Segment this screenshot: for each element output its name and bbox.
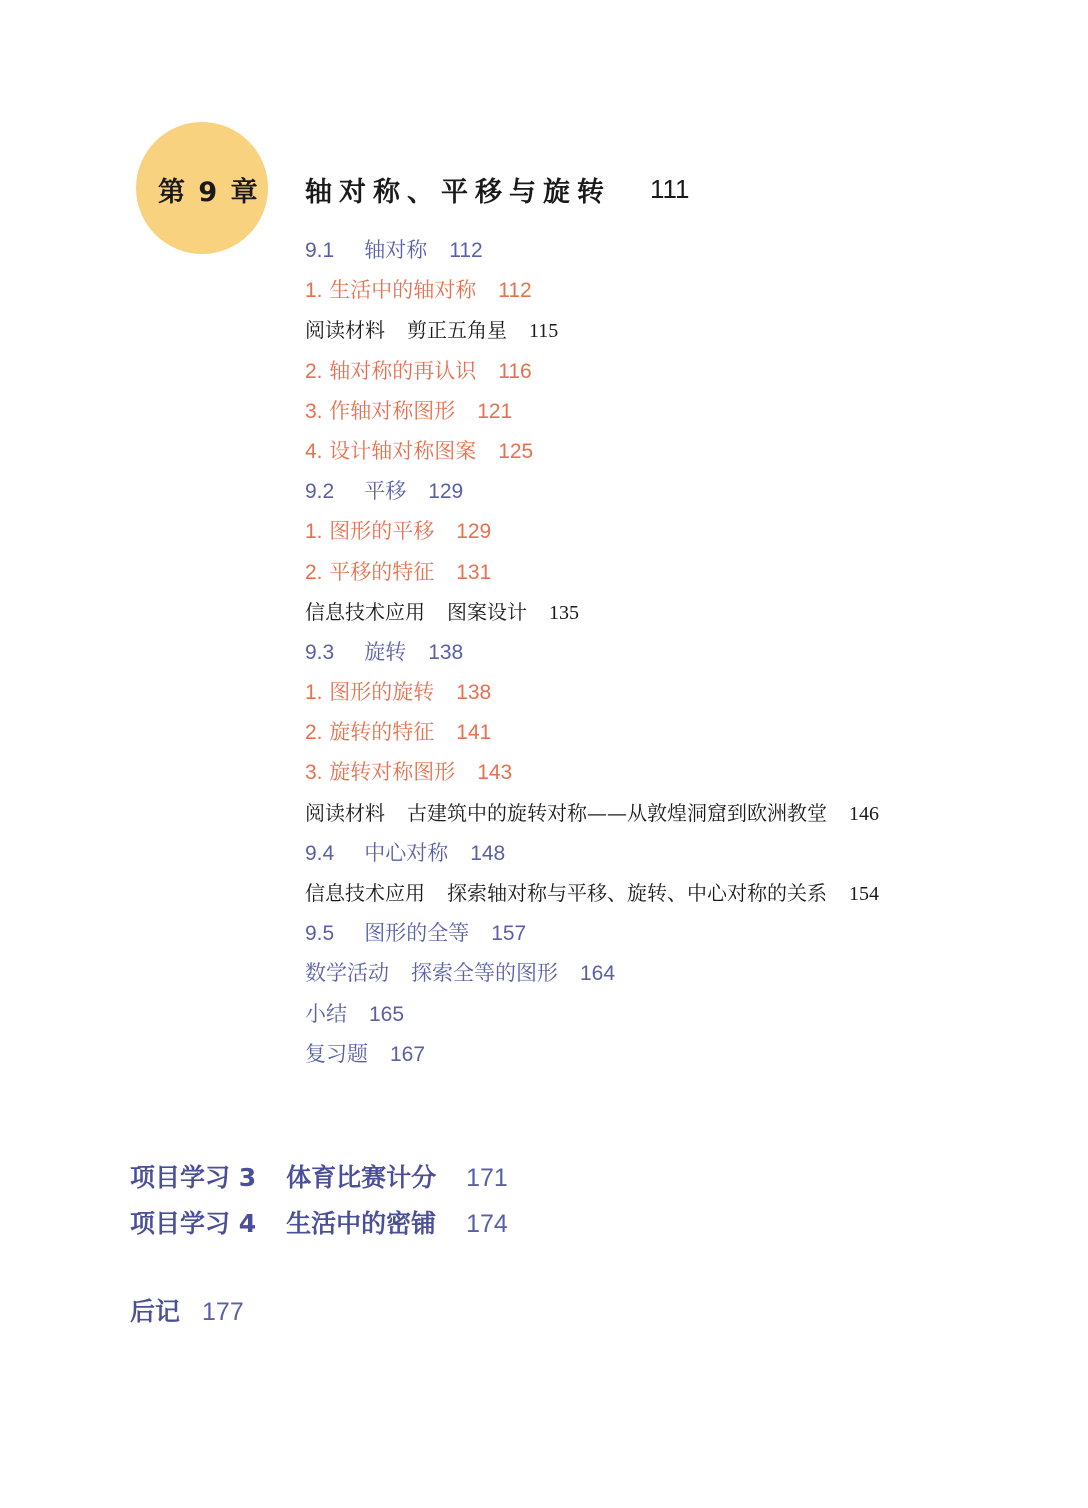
entry-page: 141 <box>456 721 492 745</box>
entry-number: 2. <box>305 359 323 383</box>
entry-title: 作轴对称图形 <box>329 398 456 423</box>
chapter-title[interactable]: 轴对称、平移与旋转 <box>305 177 611 208</box>
entry-page: 164 <box>580 962 616 986</box>
entry-number: 数学活动 <box>305 961 389 986</box>
toc-entry[interactable] <box>305 913 879 953</box>
entry-page: 129 <box>456 520 492 544</box>
entry-page: 146 <box>849 802 879 825</box>
entry-title: 图形的全等 <box>364 921 470 946</box>
entry-title: 平移 <box>364 479 407 504</box>
entry-page: 143 <box>477 761 513 785</box>
entry-number: 阅读材料 <box>305 318 385 343</box>
toc-entry[interactable] <box>305 431 879 471</box>
entry-page: 125 <box>498 439 534 463</box>
entry-page: 129 <box>428 480 464 504</box>
entry-title: 图形的旋转 <box>329 680 435 705</box>
entry-page: 112 <box>449 239 483 262</box>
entry-page: 131 <box>456 560 492 584</box>
chapter-label: 第 9 章 <box>158 177 260 208</box>
entry-title: 旋转的特征 <box>329 720 435 745</box>
entry-title: 探索轴对称与平移、旋转、中心对称的关系 <box>447 881 827 905</box>
entry-number: 4. <box>305 439 323 463</box>
table-of-contents <box>305 230 879 1074</box>
entry-title: 剪正五角星 <box>407 318 507 343</box>
entry-title: 探索全等的图形 <box>411 961 558 986</box>
toc-entry[interactable] <box>305 471 879 511</box>
entry-title: 旋转 <box>364 639 407 664</box>
entry-number: 复习题 <box>305 1041 368 1066</box>
toc-entry[interactable] <box>305 873 879 913</box>
toc-entry[interactable] <box>305 511 879 551</box>
project-label: 项目学习 3 <box>130 1163 257 1192</box>
toc-entry[interactable] <box>305 230 879 270</box>
entry-title: 图形的平移 <box>329 519 435 544</box>
toc-entry[interactable] <box>305 752 879 792</box>
toc-entry[interactable] <box>305 592 879 632</box>
entry-number: 9.3 <box>305 640 335 664</box>
project-page: 171 <box>466 1164 508 1192</box>
toc-entry[interactable] <box>305 552 879 592</box>
entry-page: 165 <box>369 1002 405 1026</box>
entry-title: 古建筑中的旋转对称——从敦煌洞窟到欧洲教堂 <box>407 800 827 825</box>
afterword-entry[interactable] <box>130 1292 244 1328</box>
entry-number: 阅读材料 <box>305 800 385 825</box>
toc-entry[interactable] <box>305 953 879 993</box>
afterword-label: 后记 <box>130 1297 181 1326</box>
project-page: 174 <box>466 1210 508 1238</box>
entry-page: 157 <box>491 922 527 946</box>
entry-page: 138 <box>428 640 464 664</box>
toc-entry[interactable] <box>305 270 879 310</box>
entry-page: 112 <box>498 279 532 303</box>
entry-number: 9.5 <box>305 922 335 946</box>
entry-number: 2. <box>305 721 323 745</box>
entry-page: 115 <box>529 320 559 343</box>
entry-title: 图案设计 <box>447 599 527 624</box>
toc-entry[interactable] <box>305 833 879 873</box>
entry-title: 平移的特征 <box>329 559 435 584</box>
entry-number: 2. <box>305 560 323 584</box>
entry-page: 138 <box>456 681 492 705</box>
entry-title: 生活中的轴对称 <box>329 278 477 303</box>
entry-number: 3. <box>305 399 323 423</box>
project-title: 体育比赛计分 <box>286 1163 437 1192</box>
entry-title: 轴对称的再认识 <box>329 358 477 383</box>
project-label: 项目学习 4 <box>130 1209 257 1238</box>
entry-page: 135 <box>549 601 579 624</box>
entry-number: 小结 <box>305 1001 347 1026</box>
toc-entry[interactable] <box>305 310 879 350</box>
toc-entry[interactable] <box>305 672 879 712</box>
entry-number: 9.1 <box>305 239 335 262</box>
entry-title: 旋转对称图形 <box>329 760 456 785</box>
entry-number: 1. <box>305 279 323 303</box>
entry-number: 信息技术应用 <box>305 599 425 624</box>
entry-number: 3. <box>305 761 323 785</box>
entry-number: 9.4 <box>305 841 335 865</box>
entry-number: 1. <box>305 681 323 705</box>
toc-entry[interactable] <box>305 712 879 752</box>
chapter-page-number: 111 <box>650 174 690 204</box>
toc-entry[interactable] <box>305 793 879 833</box>
entry-page: 154 <box>849 883 879 905</box>
entry-number: 1. <box>305 520 323 544</box>
entry-page: 167 <box>390 1042 426 1066</box>
entry-page: 121 <box>477 399 513 423</box>
entry-title: 设计轴对称图案 <box>329 438 477 463</box>
toc-entry[interactable] <box>305 632 879 672</box>
entry-number: 信息技术应用 <box>305 881 425 905</box>
project-entry[interactable] <box>130 1204 508 1240</box>
entry-number: 9.2 <box>305 480 335 504</box>
toc-entry[interactable] <box>305 351 879 391</box>
entry-title: 中心对称 <box>364 840 449 865</box>
project-title: 生活中的密铺 <box>286 1209 437 1238</box>
toc-entry[interactable] <box>305 391 879 431</box>
entry-page: 116 <box>498 359 532 383</box>
toc-entry[interactable] <box>305 1034 879 1074</box>
toc-entry[interactable] <box>305 994 879 1034</box>
afterword-page: 177 <box>202 1298 244 1326</box>
entry-title: 轴对称 <box>364 238 428 262</box>
project-entry[interactable] <box>130 1158 508 1194</box>
entry-page: 148 <box>470 841 506 865</box>
